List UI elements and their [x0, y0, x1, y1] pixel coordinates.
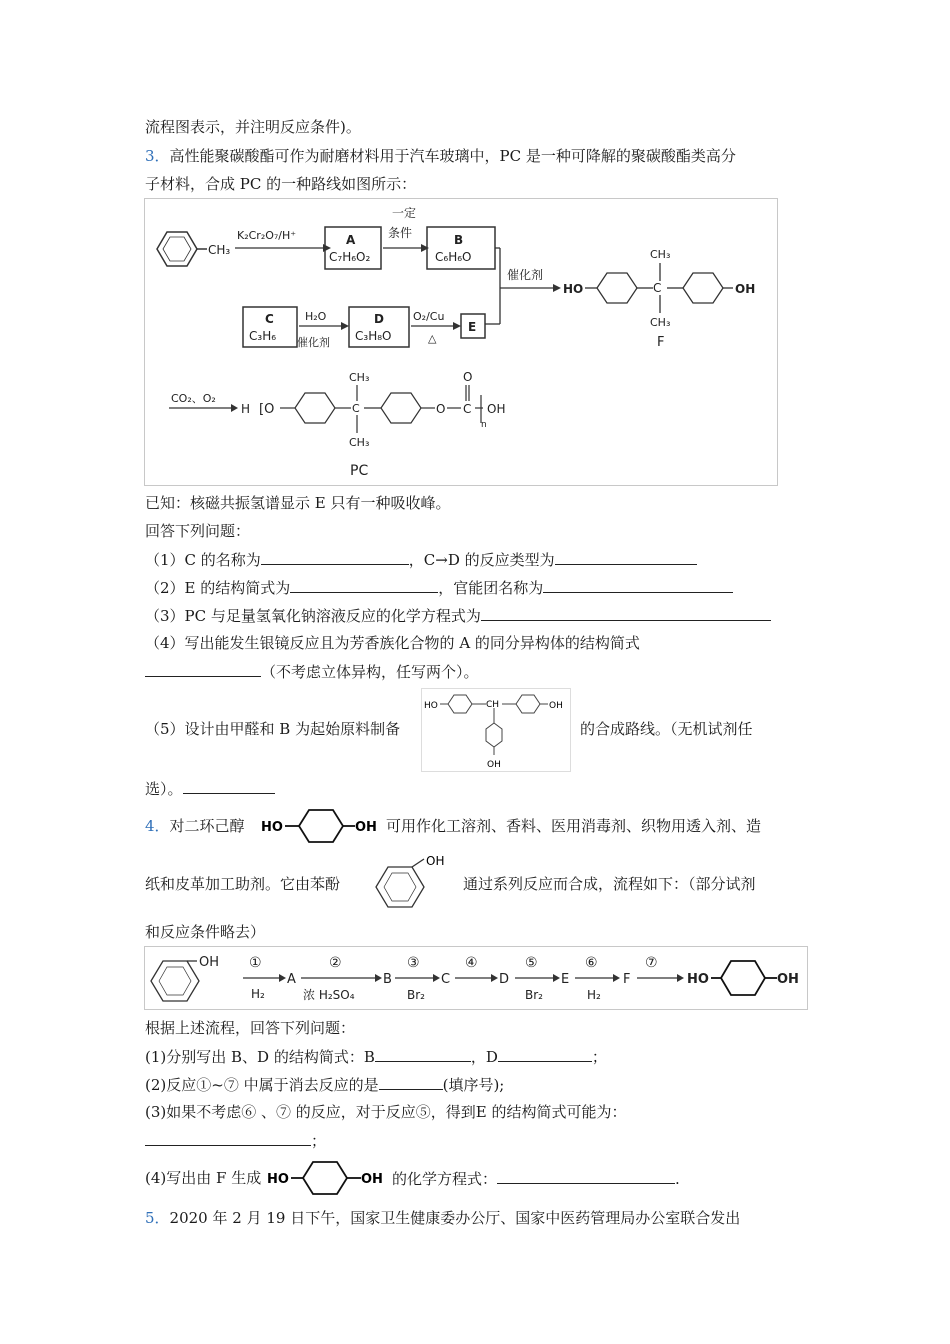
target-oh-right: OH — [549, 701, 563, 711]
q3-sub-5: （5）设计由甲醛和 B 为起始原料制备 — [145, 720, 401, 738]
q3-sub4-blank[interactable] — [145, 661, 261, 677]
q4-sub-3: (3)如果不考虑⑥ 、⑦ 的反应，对于反应⑤，得到E 的结构简式可能为： — [145, 1103, 627, 1121]
diol-2-ho: HO — [267, 1172, 289, 1187]
q3-scheme-svg — [145, 199, 777, 485]
flow-cond-6: H₂ — [587, 988, 601, 1002]
q4-sub2-blank[interactable] — [379, 1074, 443, 1090]
q4-sub-4: (4)写出由 F 生成 — [145, 1169, 262, 1187]
q3-synthesis-scheme — [144, 198, 778, 486]
flow-end-oh: OH — [777, 972, 799, 987]
f-label: F — [657, 335, 665, 350]
q4-line-1-b: 可用作化工溶剂、香料、医用消毒剂、织物用透入剂、造 — [386, 817, 762, 835]
q3-sub3-blank[interactable] — [481, 605, 771, 621]
toluene-ch3: CH₃ — [208, 243, 231, 257]
box-b-label: B — [454, 233, 464, 247]
catalyst-label: 催化剂 — [507, 268, 544, 282]
target-ho: HO — [424, 701, 438, 711]
box-d-formula: C₃H₈O — [355, 329, 392, 343]
flow-step-4: ④ — [465, 955, 478, 971]
pc-end-oh: OH — [487, 402, 506, 416]
q3-line-1: 3．高性能聚碳酸酯可作为耐磨材料用于汽车玻璃中，PC 是一种可降解的聚碳酸酯类高分 — [145, 147, 736, 165]
q4-flow-svg — [145, 947, 807, 1009]
flow-arrow-4-head — [491, 974, 498, 982]
pc-label: PC — [350, 463, 369, 479]
cond-a-b-1: 一定 — [392, 206, 417, 220]
diol-svg-2 — [263, 1157, 391, 1199]
q4-sub-3-answer: ； — [145, 1130, 326, 1151]
q3-sub-5-c: 选）。 — [145, 778, 275, 799]
pc-reagents: CO₂、O₂ — [171, 392, 216, 405]
phenol-ring — [376, 859, 424, 907]
flow-b: B — [383, 972, 392, 987]
box-b-formula: C₆H₆O — [435, 250, 472, 264]
flow-a: A — [287, 972, 296, 987]
f-center-c: C — [653, 281, 662, 295]
q3-sub1-blank-a[interactable] — [261, 549, 409, 565]
flow-step-2: ② — [329, 955, 342, 971]
box-d-label: D — [374, 312, 384, 326]
flow-c: C — [441, 972, 451, 987]
phenol-svg — [364, 851, 460, 913]
pc-structure — [280, 385, 483, 433]
q3-line-2: 子材料，合成 PC 的一种路线如图所示： — [145, 175, 417, 193]
catalyst-label-2: 催化剂 — [297, 336, 330, 349]
diol-2-oh: OH — [361, 1172, 383, 1187]
water-reagent: H₂O — [305, 310, 327, 323]
q4-prompt: 根据上述流程，回答下列问题： — [145, 1019, 356, 1037]
flow-f: F — [623, 972, 631, 987]
q3-sub-3: （3）PC 与足量氢氧化钠溶液反应的化学方程式为 — [145, 605, 771, 626]
flow-phenol-ring — [151, 961, 199, 1001]
q4-diol-structure-1 — [259, 804, 385, 848]
pc-h: H — [241, 402, 251, 416]
q3-sub5-blank[interactable] — [183, 778, 275, 794]
flow-e: E — [561, 972, 570, 987]
cond-a-b-2: 条件 — [388, 226, 413, 240]
q3-sub-5-b: 的合成路线。（无机试剂任 — [580, 720, 753, 738]
q3-sub-4: （4）写出能发生银镜反应且为芳香族化合物的 A 的同分异构体的结构简式 — [145, 634, 640, 652]
q4-diol-structure-2 — [263, 1157, 391, 1199]
heat-symbol: △ — [428, 332, 437, 345]
pc-ch3-bottom: CH₃ — [349, 436, 370, 449]
flow-end-ho: HO — [687, 972, 709, 987]
q4-phenol-structure — [364, 851, 460, 913]
q4-line-2-b: 通过系列反应而合成，流程如下：（部分试剂 — [463, 875, 756, 893]
intro-line: 流程图表示，并注明反应条件)。 — [145, 118, 361, 136]
q3-sub-1: （1）C 的名称为 ，C→D 的反应类型为 — [145, 549, 697, 570]
target-svg — [422, 689, 570, 771]
diol-1-ho: HO — [261, 820, 283, 835]
q4-sub1-blank-d[interactable] — [498, 1046, 592, 1062]
pc-center-c: C — [352, 402, 360, 415]
flow-arrow-7-head — [677, 974, 684, 982]
flow-step-3: ③ — [407, 955, 420, 971]
arrow-to-f-head — [553, 284, 561, 292]
q4-line-1: 4．对二环己醇 — [145, 817, 245, 835]
flow-arrow-1-head — [279, 974, 286, 982]
q3-sub1-blank-b[interactable] — [555, 549, 697, 565]
pc-carbonyl-c: C — [463, 402, 472, 416]
q3-number: 3． — [145, 147, 170, 165]
flow-step-1: ① — [249, 955, 262, 971]
toluene-reagent: K₂Cr₂O₇/H⁺ — [237, 229, 297, 242]
q3-answer-prompt: 回答下列问题： — [145, 522, 251, 540]
diol-svg-1 — [259, 804, 385, 848]
box-e-label: E — [468, 320, 477, 334]
arrow-to-pc-head — [231, 404, 238, 412]
flow-arrow-3-head — [433, 974, 440, 982]
box-c-formula: C₃H₆ — [249, 329, 277, 343]
flow-step-5: ⑤ — [525, 955, 538, 971]
flow-cond-2: 浓 H₂SO₄ — [303, 988, 355, 1002]
q4-sub1-blank-b[interactable] — [375, 1046, 471, 1062]
q4-number: 4． — [145, 817, 170, 835]
f-ch3-top: CH₃ — [650, 248, 671, 261]
q4-reaction-flow — [144, 946, 808, 1010]
pc-bracket-o: [O — [259, 402, 275, 417]
q4-line-3: 和反应条件略去） — [145, 923, 266, 941]
q3-sub2-blank-b[interactable] — [543, 577, 733, 593]
q4-sub-1: (1)分别写出 B、D 的结构简式：B ，D ； — [145, 1048, 607, 1066]
target-oh-bottom: OH — [487, 760, 501, 770]
arrow-d-e-head — [453, 322, 461, 330]
pc-carbonyl-o: O — [463, 370, 473, 384]
q4-sub-2: (2)反应①~⑦ 中属于消去反应的是 (填序号); — [145, 1076, 505, 1094]
flow-step-6: ⑥ — [585, 955, 598, 971]
f-ch3-bottom: CH₃ — [650, 316, 671, 329]
pc-o-mid: O — [436, 402, 446, 416]
flow-step-7: ⑦ — [645, 955, 658, 971]
box-a-formula: C₇H₆O₂ — [329, 250, 371, 264]
flow-start-oh: OH — [199, 955, 220, 970]
diol-1-oh: OH — [355, 820, 377, 835]
toluene-structure — [157, 232, 207, 266]
q3-sub-4-tail: （不考虑立体异构，任写两个）。 — [145, 661, 479, 682]
flow-arrow-5-head — [553, 974, 560, 982]
q4-sub-4-b: 的化学方程式： . — [392, 1170, 680, 1188]
diol-1-ring — [285, 810, 355, 842]
q5-line-1: 5．2020 年 2 月 19 日下午，国家卫生健康委办公厅、国家中医药管理局办公室联合发出 — [145, 1209, 741, 1227]
pc-n: n — [481, 420, 487, 430]
q4-sub4-blank[interactable] — [497, 1168, 675, 1184]
box-c-label: C — [265, 312, 274, 326]
q4-sub3-blank[interactable] — [145, 1130, 311, 1146]
phenol-oh: OH — [426, 854, 445, 868]
q3-sub-2: （2）E 的结构简式为 ，官能团名称为 — [145, 577, 733, 598]
diol-2-ring — [291, 1162, 361, 1194]
q3-known: 已知：核磁共振氢谱显示 E 只有一种吸收峰。 — [145, 494, 451, 512]
arrow-c-d-head — [341, 322, 349, 330]
flow-cond-3: Br₂ — [407, 988, 425, 1002]
q3-target-structure — [421, 688, 571, 772]
target-ch: CH — [486, 700, 500, 710]
flow-d: D — [499, 972, 510, 987]
f-right-oh: OH — [735, 282, 756, 296]
pc-ch3-top: CH₃ — [349, 371, 370, 384]
f-left-oh: HO — [563, 282, 584, 296]
flow-arrow-2-head — [375, 974, 382, 982]
flow-cond-1: H₂ — [251, 987, 265, 1001]
q3-sub2-blank-a[interactable] — [290, 577, 438, 593]
q4-line-2: 纸和皮革加工助剂。它由苯酚 — [145, 875, 341, 893]
arrow-a-b-head — [421, 244, 429, 252]
box-a-label: A — [346, 233, 356, 247]
flow-arrow-6-head — [613, 974, 620, 982]
flow-end-ring — [711, 961, 777, 995]
q5-number: 5． — [145, 1209, 170, 1227]
oxidant-reagent: O₂/Cu — [413, 310, 445, 323]
flow-cond-5: Br₂ — [525, 988, 543, 1002]
